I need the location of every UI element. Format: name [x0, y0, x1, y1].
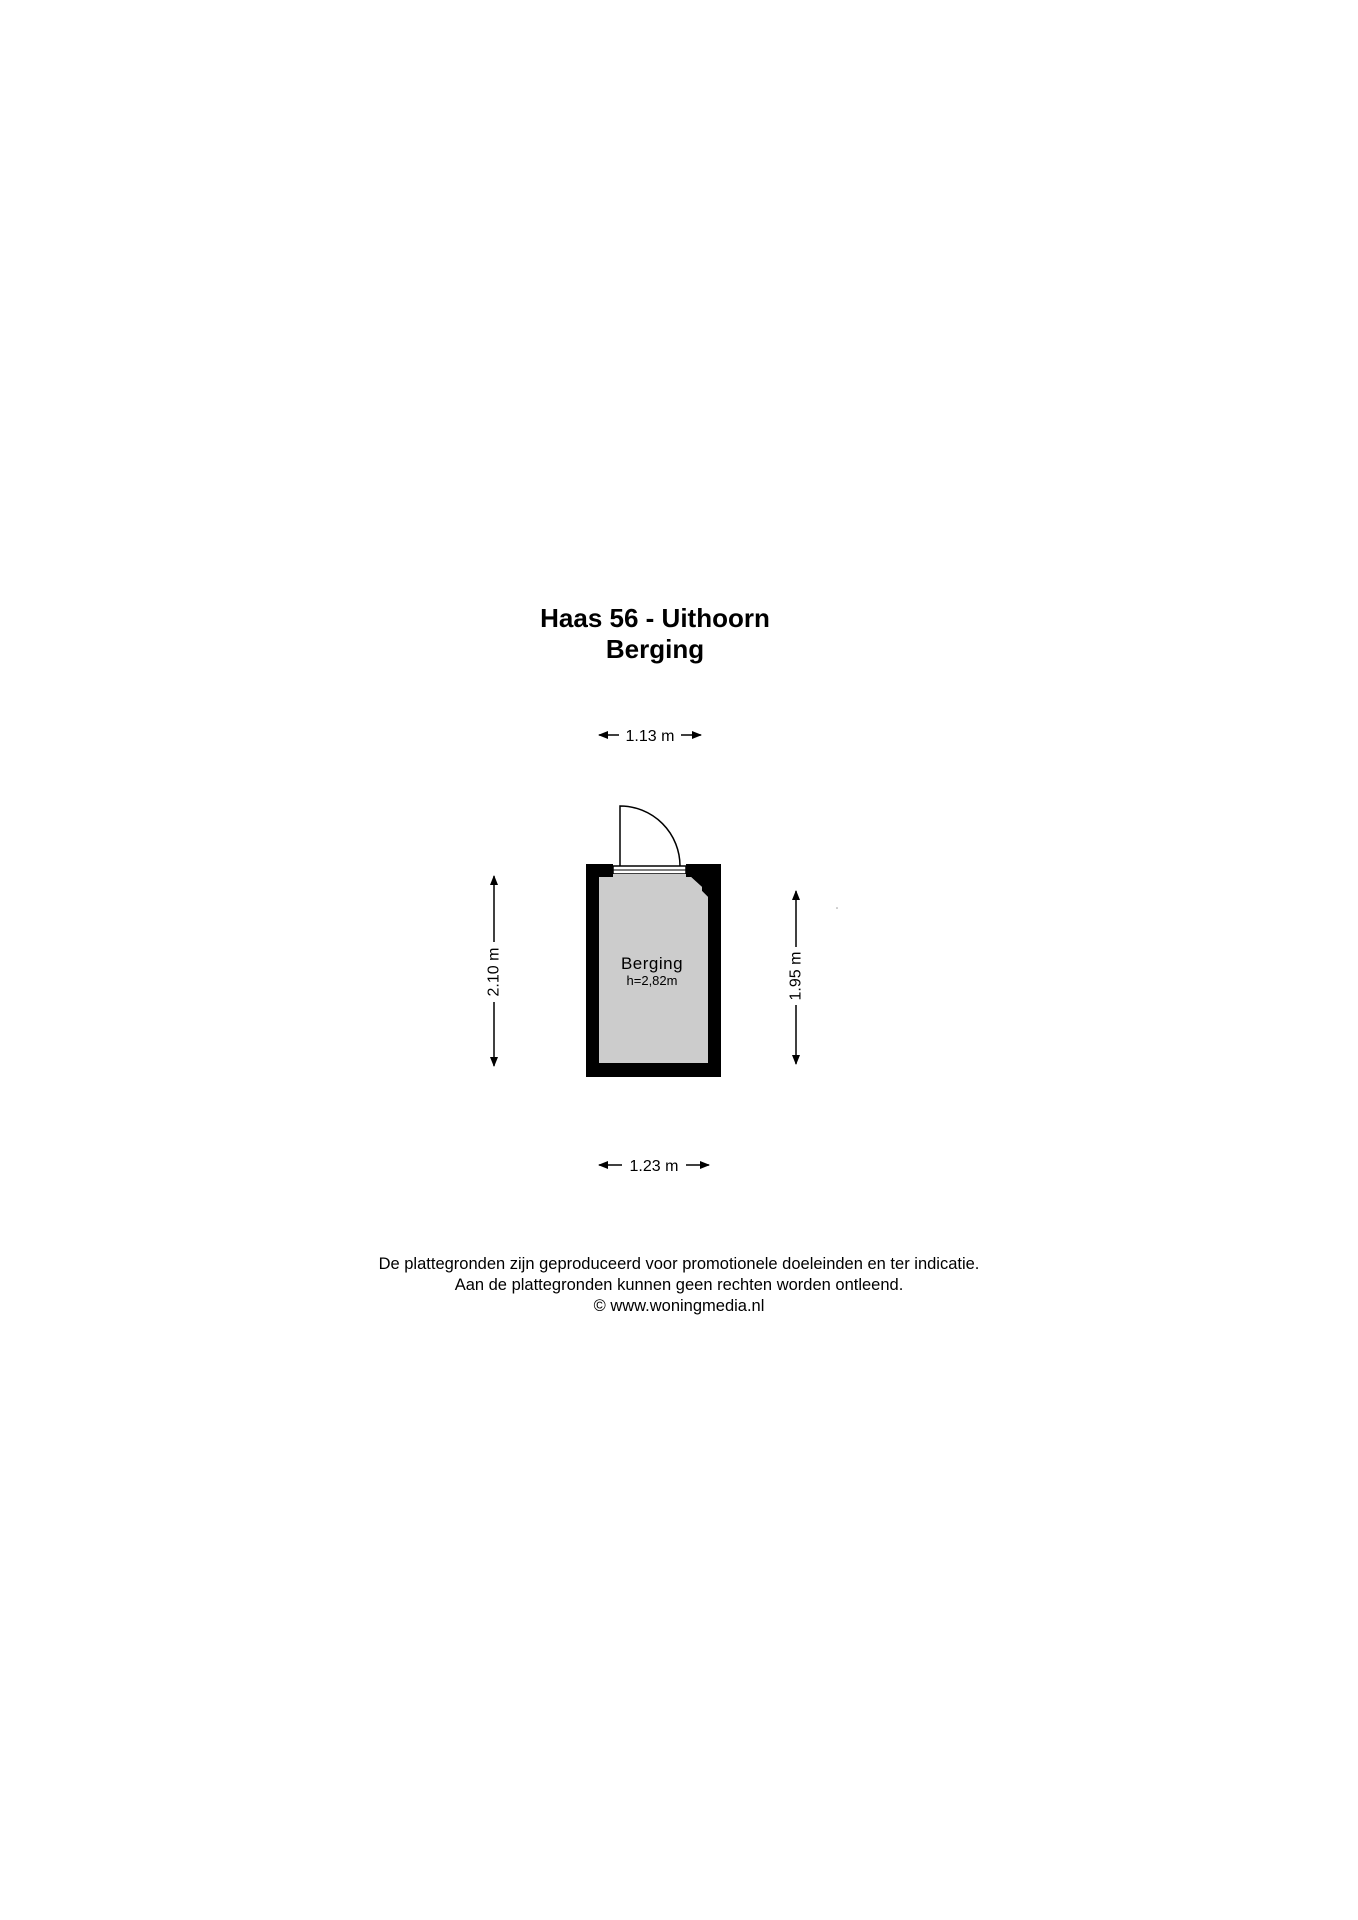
stray-mark	[836, 907, 838, 909]
room-height: h=2,82m	[626, 973, 678, 988]
copyright-line: © www.woningmedia.nl	[593, 1297, 765, 1315]
dimension-bottom-label: 1.23 m	[629, 1158, 679, 1175]
dimension-right-label: 1.95 m	[787, 951, 805, 1001]
dimension-right	[788, 891, 805, 1064]
dimension-bottom	[599, 1158, 709, 1175]
page-title: Haas 56 - Uithoorn	[540, 603, 770, 633]
door	[613, 806, 686, 874]
room-name: Berging	[620, 954, 684, 973]
dimension-left	[486, 876, 503, 1066]
disclaimer-line-1: De plattegronden zijn geproduceerd voor promotionele doeleinden en ter indicatie.	[378, 1255, 980, 1273]
dimension-left-label: 2.10 m	[485, 947, 503, 997]
page-subtitle: Berging	[605, 634, 705, 664]
dimension-top	[599, 728, 701, 745]
dimension-top-label: 1.13 m	[625, 728, 675, 745]
disclaimer-line-2: Aan de plattegronden kunnen geen rechten worden ontleend.	[454, 1276, 904, 1294]
door-leaf	[620, 806, 680, 866]
